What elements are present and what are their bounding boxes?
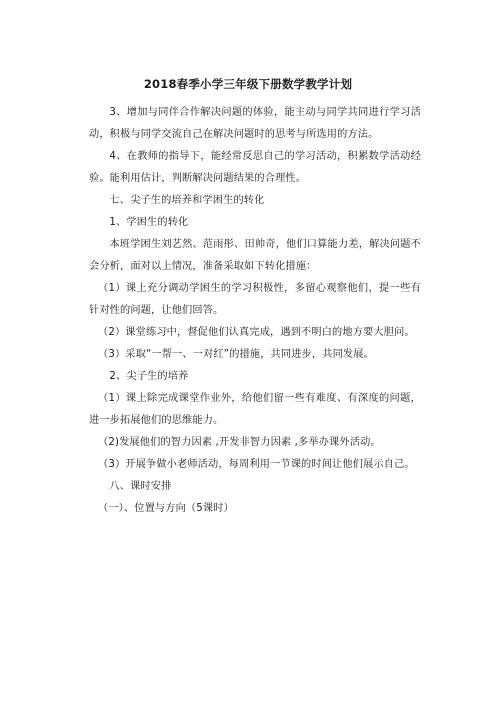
section-heading-8: 八、课时安排 bbox=[109, 481, 172, 492]
schedule-item-1: （一）、位置与方向（5课时） bbox=[98, 503, 234, 514]
measure-item-2: （2）课堂练习中，督促他们认真完成，遇到不明白的地方要大胆问。 bbox=[98, 327, 415, 338]
measure-item-1: （1）课上充分调动学困生的学习积极性，多留心观察他们，提一些有针对性的问题，让他们回答。 bbox=[89, 283, 421, 316]
training-item-2: （2)发展他们的智力因素 ,开发非智力因素 ,多举办课外活动。 bbox=[98, 437, 381, 448]
paragraph-item-4: 4、在教师的指导下，能经常反思自己的学习活动，积累数学活动经验。能利用估计，判断解决问题结果的合理性。 bbox=[89, 151, 421, 184]
subsection-heading-1: 1、学困生的转化 bbox=[109, 217, 189, 228]
paragraph-item-3: 3、增加与同伴合作解决问题的体验，能主动与同学共同进行学习活动，积极与同学交流自己在解决问题时的思考与所选用的方法。 bbox=[89, 107, 421, 140]
measure-item-3: （3）采取“一帮一、一对红”的措施，共同进步，共同发展。 bbox=[98, 349, 374, 360]
section-heading-7: 七、尖子生的培养和学困生的转化 bbox=[109, 195, 265, 206]
training-item-1: （1）课上除完成课堂作业外，给他们留一些有难度、有深度的问题，进一步拓展他们的思维能力。 bbox=[89, 393, 421, 426]
document-title: 2018春季小学三年级下册数学教学计划 bbox=[143, 77, 353, 91]
training-item-3: （3）开展争做小老师活动，每周利用一节课的时间让他们展示自己。 bbox=[98, 459, 415, 470]
document-body bbox=[89, 102, 421, 520]
subsection-heading-2: 2、尖子生的培养 bbox=[109, 371, 189, 382]
paragraph-students: 本班学困生刘艺然、范雨彤、田帅奇，他们口算能力差，解决问题不会分析，面对以上情况，准备采取如下转化措施： bbox=[89, 239, 421, 272]
